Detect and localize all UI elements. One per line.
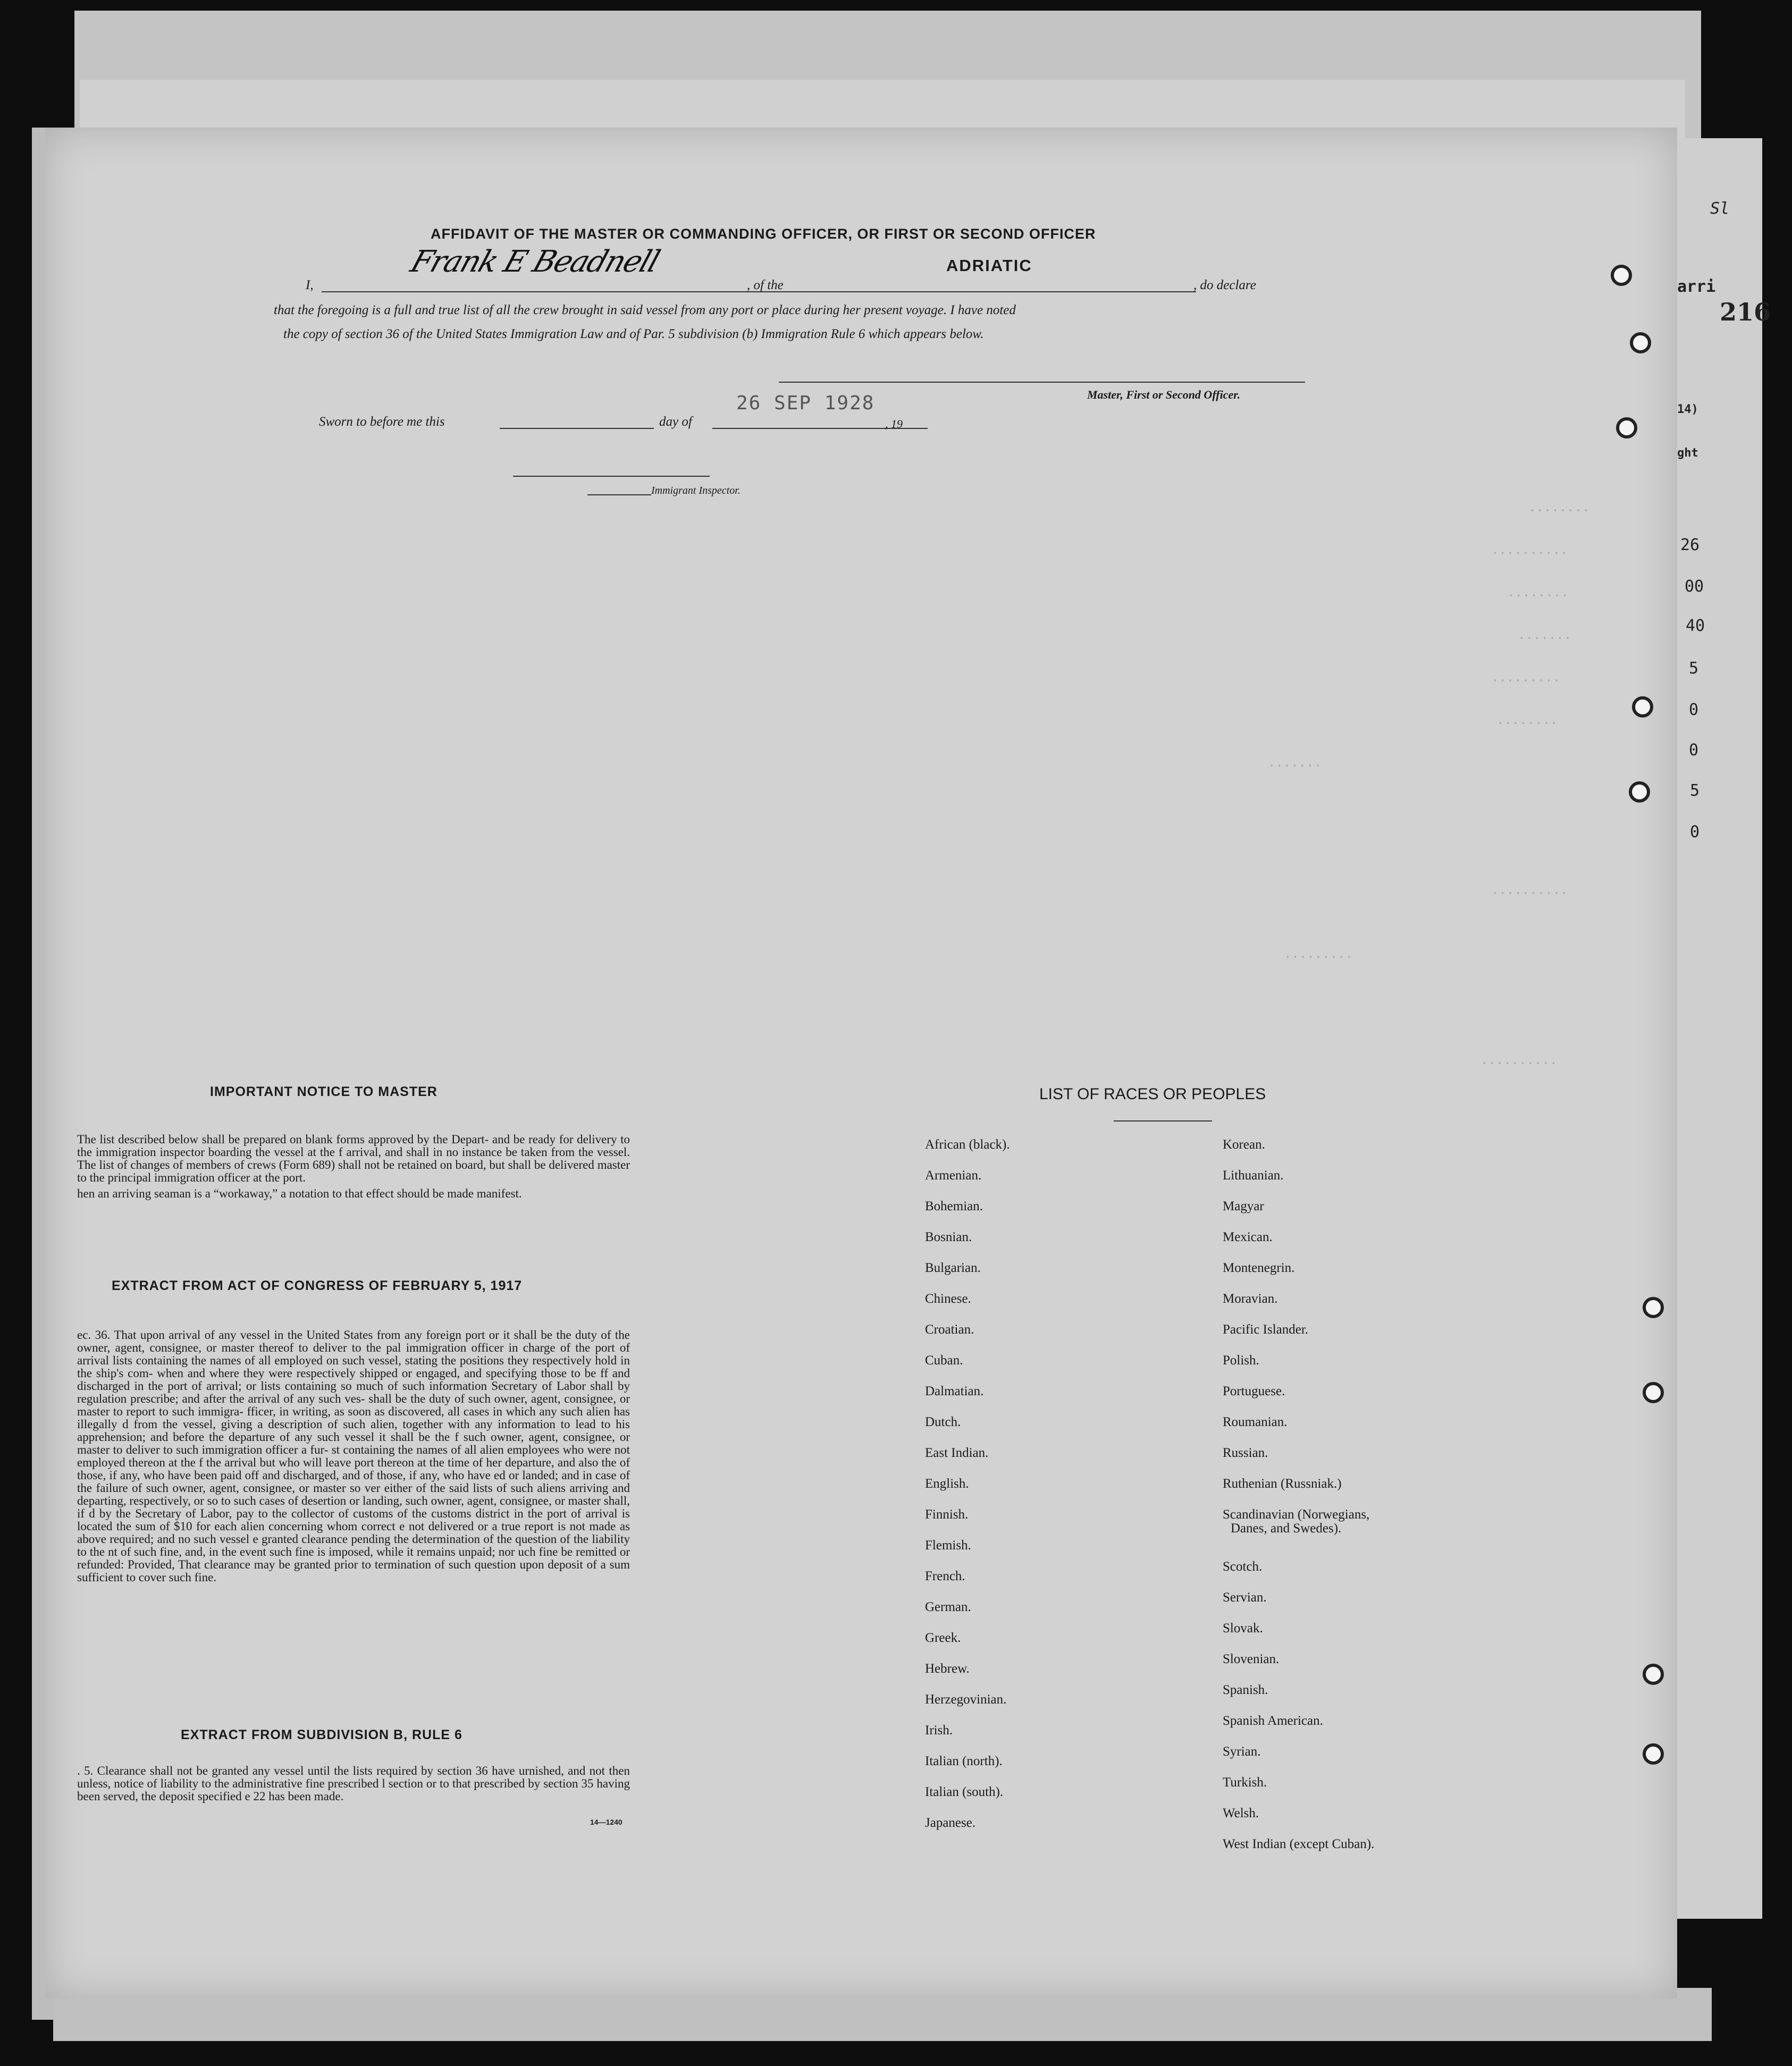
race-item: African (black).	[925, 1137, 1010, 1152]
binder-hole	[1616, 417, 1637, 439]
bleed-through-text: .........	[1491, 670, 1561, 685]
affidavit-text-line2: the copy of section 36 of the United States Immigration Law and of Par. 5 subdivision (b) Immigration Rule 6 which appears below.	[283, 327, 984, 341]
strip-fragment-14: 14)	[1677, 403, 1698, 416]
race-item: Roumanian.	[1223, 1415, 1288, 1429]
vessel-name: ADRIATIC	[946, 256, 1032, 275]
strip-number: 40	[1686, 617, 1705, 635]
sworn-day-line	[500, 428, 654, 429]
race-item: Bohemian.	[925, 1199, 983, 1213]
master-signature: Frank E Beadnell	[406, 244, 663, 279]
strip-number: 0	[1690, 823, 1700, 841]
race-item: Danes, and Swedes).	[1231, 1521, 1342, 1536]
extract-act-text: ec. 36. That upon arrival of any vessel in the United States from any foreign port or it shall be the duty of the owner, agent, consignee, or master thereof to deliver to the pal immigration officer in charge of the port of arrival lists containing the names of all employed on such vessel, stating the positions they respectively hold in the ship's com- when and where they were respectively shipped or engaged, and specifying those to be ff and discharged in the port of arrival; or lists containing so much of such information Secretary of Labor shall by regulation prescribe; and after the arrival of any such ves- shall be the duty of such owner, agent, consignee, or master to report to such immigra- fficer, in writing, as soon as discovered, all cases in which any such alien has illegally d from the vessel, giving a description of such alien, together with any information to lead to his apprehension; and before the departure of any such vessel it shall be the f such owner, agent, consignee, or master to deliver to such immigration officer a fur- st containing the names of all alien employees who were not employed thereon at the f the arrival but who will leave port thereon at the time of her departure, and also the of those, if any, who have been paid off and discharged, and of those, if any, who have ed or landed; and in case of the failure of such owner, agent, consignee, or master so ver either of the said lists of such aliens arriving and departing, respectively, or so to such cases of desertion or landing, such owner, agent, consignee, or master shall, if d by the Secretary of Labor, pay to the collector of customs of the customs district in the port of arrival is located the sum of $10 for each alien concerning whom correct e not delivered or a true report is not made as above required; and no such vessel e granted clearance pending the determination of the question of the liability to the nt of such fine, and, in the event such fine is imposed, while it remains unpaid; nor uch fine be remitted or refunded: Provided, That clearance may be granted prior to termination of such question upon deposit of a sum sufficient to cover such fine.	[77, 1328, 630, 1584]
race-item: Dalmatian.	[925, 1384, 984, 1398]
affidavit-text-line1: that the foregoing is a full and true list of all the crew brought in said vessel from any port or place during her present voyage. I have noted	[274, 303, 1016, 317]
race-item: Croatian.	[925, 1322, 974, 1337]
race-item: Irish.	[925, 1723, 953, 1738]
race-item: Polish.	[1223, 1353, 1259, 1368]
adjacent-page-strip	[1677, 138, 1771, 1919]
race-item: Magyar	[1223, 1199, 1264, 1213]
race-item: Slovak.	[1223, 1621, 1263, 1635]
race-item: Spanish.	[1223, 1683, 1268, 1697]
day-of-label: day of	[659, 415, 692, 429]
vessel-line	[824, 291, 1196, 292]
bleed-through-text: ........	[1528, 500, 1590, 515]
race-item: Flemish.	[925, 1538, 971, 1553]
strip-number: 0	[1689, 701, 1699, 719]
manifest-page	[45, 128, 1677, 1998]
binder-hole	[1643, 1743, 1664, 1765]
bleed-through-text: .......	[1518, 627, 1572, 642]
extract-act-title: EXTRACT FROM ACT OF CONGRESS OF FEBRUARY 5, 1917	[112, 1278, 523, 1293]
binder-hole	[1643, 1664, 1664, 1685]
binder-hole	[1643, 1297, 1664, 1318]
notice-body	[77, 1133, 630, 1200]
race-item: Hebrew.	[925, 1662, 970, 1676]
strip-number: 0	[1689, 741, 1699, 760]
race-item: Moravian.	[1223, 1292, 1278, 1306]
extract-rule-body	[77, 1765, 630, 1803]
race-item: Korean.	[1223, 1137, 1265, 1152]
race-item: Turkish.	[1223, 1775, 1267, 1790]
race-item: Chinese.	[925, 1292, 971, 1306]
race-item: Mexican.	[1223, 1230, 1273, 1244]
notice-title: IMPORTANT NOTICE TO MASTER	[210, 1084, 438, 1099]
race-item: Herzegovinian.	[925, 1692, 1007, 1707]
strip-number: 00	[1685, 577, 1704, 596]
race-item: Ruthenian (Russniak.)	[1223, 1477, 1342, 1491]
race-item: Lithuanian.	[1223, 1168, 1284, 1183]
bleed-through-text: ..........	[1491, 882, 1568, 897]
master-line	[779, 382, 1305, 383]
race-item: Japanese.	[925, 1816, 976, 1830]
race-item: Portuguese.	[1223, 1384, 1285, 1398]
race-item: Russian.	[1223, 1446, 1268, 1460]
race-item: Spanish American.	[1223, 1714, 1323, 1728]
affidavit-of-the: , of the	[747, 278, 784, 292]
race-item: English.	[925, 1477, 969, 1491]
extract-rule-text: . 5. Clearance shall not be granted any vessel until the lists required by section 36 have urnished, and not then unless, notice of liability to the administrative fine prescribed l section or to that prescribed by section 35 having been served, the deposit specified e 22 has been made.	[77, 1764, 630, 1803]
inspector-line-short	[587, 494, 651, 495]
affidavit-do-declare: , do declare	[1193, 278, 1256, 292]
race-item: Italian (south).	[925, 1785, 1004, 1799]
race-item: Scandinavian (Norwegians,	[1223, 1507, 1370, 1522]
race-item: Montenegrin.	[1223, 1261, 1295, 1275]
notice-paragraph-2: hen an arriving seaman is a “workaway,” a notation to that effect should be made manifest.	[77, 1187, 522, 1200]
race-item: French.	[925, 1569, 965, 1583]
race-item: East Indian.	[925, 1446, 989, 1460]
notice-paragraph-1: The list described below shall be prepared on blank forms approved by the Depart- and be ready for delivery to the immigration inspector boarding the vessel at the f arrival, and shall in no instance be taken from the vessel. The list of changes of members of crews (Form 689) shall not be retained on board, but shall be delivered master to the principal immigration officer at the port.	[77, 1133, 630, 1184]
page-number: 216	[1720, 298, 1771, 326]
race-item: Syrian.	[1223, 1744, 1261, 1759]
bleed-through-text: ..........	[1491, 542, 1568, 557]
binder-hole	[1629, 781, 1650, 803]
races-title: LIST OF RACES OR PEOPLES	[1039, 1085, 1266, 1103]
race-item: Pacific Islander.	[1223, 1322, 1309, 1337]
race-item: German.	[925, 1600, 971, 1614]
race-item: Bosnian.	[925, 1230, 972, 1244]
strip-fragment-top: Sl	[1710, 199, 1730, 218]
binder-hole	[1630, 332, 1651, 353]
strip-fragment-ght: ght	[1677, 446, 1698, 460]
race-item: Bulgarian.	[925, 1261, 981, 1275]
inspector-label: Immigrant Inspector.	[651, 485, 741, 496]
races-title-rule	[1114, 1120, 1212, 1121]
race-item: Cuban.	[925, 1353, 963, 1368]
race-item: Slovenian.	[1223, 1652, 1280, 1666]
bleed-through-text: .........	[1284, 946, 1353, 961]
affidavit-title: AFFIDAVIT OF THE MASTER OR COMMANDING OFFICER, OR FIRST OR SECOND OFFICER	[431, 226, 1096, 242]
bleed-through-text: ........	[1507, 585, 1569, 600]
sworn-label: Sworn to before me this	[319, 415, 445, 429]
inspector-line	[513, 476, 710, 477]
race-item: West Indian (except Cuban).	[1223, 1837, 1375, 1851]
year-label: , 19	[885, 417, 903, 431]
binder-hole	[1611, 265, 1632, 286]
binder-hole	[1643, 1382, 1664, 1403]
race-item: Dutch.	[925, 1415, 961, 1429]
bleed-through-text: ..........	[1480, 1052, 1558, 1067]
form-number: 14—1240	[590, 1818, 622, 1826]
bleed-through-text: .......	[1268, 755, 1322, 770]
extract-act-body	[77, 1329, 630, 1584]
master-label: Master, First or Second Officer.	[1087, 388, 1241, 401]
race-item: Armenian.	[925, 1168, 982, 1183]
binder-hole	[1632, 696, 1653, 718]
race-item: Italian (north).	[925, 1754, 1003, 1768]
race-item: Servian.	[1223, 1590, 1267, 1605]
extract-rule-title: EXTRACT FROM SUBDIVISION B, RULE 6	[181, 1727, 462, 1742]
affidavit-i-label: I,	[306, 278, 314, 292]
race-item: Greek.	[925, 1631, 961, 1645]
strip-number: 5	[1690, 781, 1700, 800]
strip-number: 26	[1680, 536, 1700, 554]
date-stamp: 26 SEP 1928	[736, 392, 875, 414]
strip-fragment-arri: arri	[1677, 277, 1716, 296]
bleed-through-text: ........	[1496, 712, 1558, 727]
race-item: Finnish.	[925, 1507, 969, 1522]
race-item: Welsh.	[1223, 1806, 1259, 1820]
race-item: Scotch.	[1223, 1559, 1263, 1574]
strip-number: 5	[1689, 659, 1699, 678]
